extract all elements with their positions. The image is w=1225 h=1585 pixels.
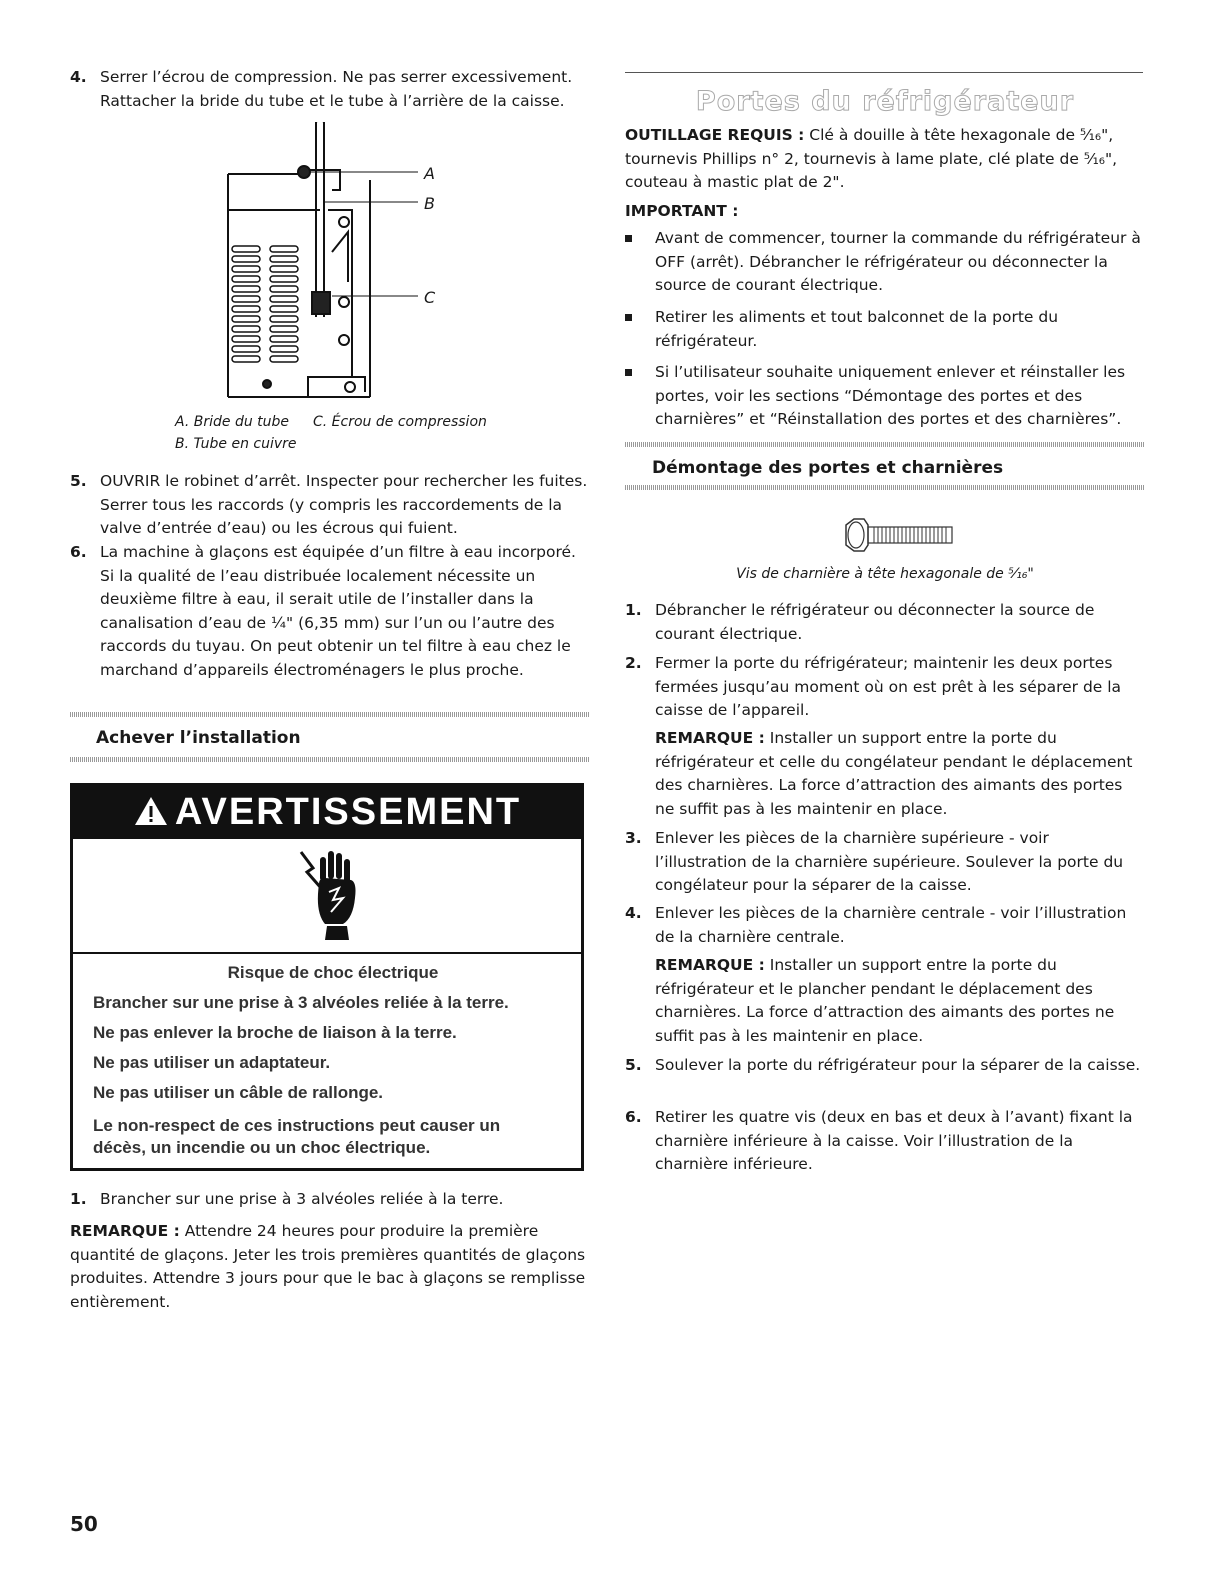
warning-line: Le non-respect de ces instructions peut causer un décès, un incendie ou un choc électrique. [93,1116,501,1157]
electric-shock-hand-icon [299,848,363,942]
bullet-item [625,361,1145,432]
warning-separator [73,952,581,954]
label-b: B [424,194,435,213]
step-number: 4. [625,904,642,922]
step-number: 6. [70,543,87,561]
note-text: Installer un support entre la porte du réfrigérateur et le plancher pendant le déplacement des charnières. La force d’attraction des aimants des portes ne suffit pas à les maintenir en place. [655,956,1115,1045]
step-text: Enlever les pièces de la charnière centrale - voir l’illustration de la charnière centrale. [655,904,1127,946]
warning-risk: Risque de choc électrique [227,963,439,982]
bullet-text: Si l’utilisateur souhaite uniquement enlever et réinstaller les portes, voir les sections “Démontage des portes et des charnières” et “Réinstallation des portes et des charnières”. [655,363,1126,428]
bullet-square-icon [625,314,632,321]
step-3 [625,827,1145,898]
note-step-2 [655,727,1145,821]
warning-box [70,783,584,1171]
step-4-right [625,902,1145,949]
step-text: Fermer la porte du réfrigérateur; maintenir les deux portes fermées jusqu’au moment où on est prêt à les séparer de la caisse de l’appareil. [655,654,1122,719]
section-title-achever: Achever l’installation [96,728,301,748]
step-1-left [70,1188,590,1212]
screw-caption: Vis de charnière à tête hexagonale de ⁵⁄₁₆" [736,566,1034,582]
note-label: REMARQUE : [655,956,765,974]
warning-line: Ne pas utiliser un câble de rallonge. [93,1083,384,1102]
step-text: Serrer l’écrou de compression. Ne pas serrer excessivement. Rattacher la bride du tube et le tube à l’arrière de la caisse. [100,68,573,110]
label-c: C [424,288,436,307]
important-label: IMPORTANT : [625,202,739,220]
note-label: REMARQUE : [655,729,765,747]
step-number: 1. [625,601,642,619]
top-rule [625,72,1143,73]
step-text: OUVRIR le robinet d’arrêt. Inspecter pour rechercher les fuites. Serrer tous les raccords (y compris les raccordements de la valve d’entrée d’eau) ou les écrous qui fuient. [100,472,588,537]
dotted-rule [625,485,1145,490]
bullet-item [625,306,1145,353]
caption-a: A. Bride du tube [175,414,290,430]
step-text: La machine à glaçons est équipée d’un filtre à eau incorporé. Si la qualité de l’eau distribuée localement nécessite un deuxième filtre à eau, il serait utile de l’installer dans la canalisation d’eau de ¼" (6,35 mm) sur l’un ou l’autre des raccords du tuyau. On peut obtenir un tel filtre à eau chez le marchand d’appareils électroménagers le plus proche. [100,543,576,679]
step-text: Enlever les pièces de la charnière supérieure - voir l’illustration de la charnière supérieure. Soulever la porte du congélateur pour la séparer de la caisse. [655,829,1124,894]
bullet-square-icon [625,369,632,376]
step-number: 2. [625,654,642,672]
dotted-rule [625,442,1145,447]
step-4 [70,66,590,113]
step-5 [70,470,590,541]
step-text: Brancher sur une prise à 3 alvéoles reliée à la terre. [100,1190,504,1208]
tools-text: Clé à douille à tête hexagonale de ⁵⁄₁₆", tournevis Phillips n° 2, tournevis à lame plate, clé plate de ⁵⁄₁₆", couteau à mastic plat de 2". [625,126,1118,191]
step-number: 5. [70,472,87,490]
bullet-text: Retirer les aliments et tout balconnet de la porte du réfrigérateur. [655,308,1059,350]
note-text: Attendre 24 heures pour produire la première quantité de glaçons. Jeter les trois premières quantités de glaçons produites. Attendre 3 jours pour que le bac à glaçons se remplisse entièrement. [70,1222,586,1311]
step-1 [625,599,1145,646]
warning-triangle-icon [133,795,169,827]
step-number: 6. [625,1108,642,1126]
note-text: Installer un support entre la porte du réfrigérateur et celle du congélateur pendant le déplacement des charnières. La force d’attraction des aimants des portes ne suffit pas à les maintenir en place. [655,729,1133,818]
step-text: Soulever la porte du réfrigérateur pour la séparer de la caisse. [655,1056,1141,1074]
warning-header [73,786,581,839]
warning-line: Ne pas utiliser un adaptateur. [93,1053,331,1072]
step-number: 1. [70,1190,87,1208]
step-text: Retirer les quatre vis (deux en bas et deux à l’avant) fixant la charnière inférieure à la caisse. Voir l’illustration de la charnière inférieure. [655,1108,1133,1173]
tube-bracket-diagram [220,122,450,402]
step-text: Débrancher le réfrigérateur ou déconnecter la source de courant électrique. [655,601,1095,643]
step-number: 4. [70,68,87,86]
bullet-item [625,227,1145,298]
step-number: 5. [625,1056,642,1074]
warning-line: Ne pas enlever la broche de liaison à la terre. [93,1023,457,1042]
page-title: Portes du réfrigérateur [695,86,1075,117]
dotted-rule [70,757,590,762]
step-2 [625,652,1145,723]
note-label: REMARQUE : [70,1222,180,1240]
section-title-demontage: Démontage des portes et charnières [652,458,1004,478]
note-paragraph [70,1220,590,1314]
hex-screw-icon [842,515,958,555]
bullet-text: Avant de commencer, tourner la commande du réfrigérateur à OFF (arrêt). Débrancher le réfrigérateur ou déconnecter la source de courant électrique. [655,229,1141,294]
step-6-right [625,1106,1145,1177]
dotted-rule [70,712,590,717]
note-step-4 [655,954,1145,1048]
bullet-square-icon [625,235,632,242]
step-6 [70,541,590,682]
tools-paragraph [625,124,1145,195]
step-5-right [625,1054,1145,1078]
page-number: 50 [70,1512,98,1536]
label-a: A [424,164,435,183]
caption-b: B. Tube en cuivre [175,436,297,452]
caption-c: C. Écrou de compression [313,414,487,430]
step-number: 3. [625,829,642,847]
tools-label: OUTILLAGE REQUIS : [625,126,805,144]
warning-title: AVERTISSEMENT [174,791,522,833]
warning-line: Brancher sur une prise à 3 alvéoles reliée à la terre. [93,993,509,1012]
